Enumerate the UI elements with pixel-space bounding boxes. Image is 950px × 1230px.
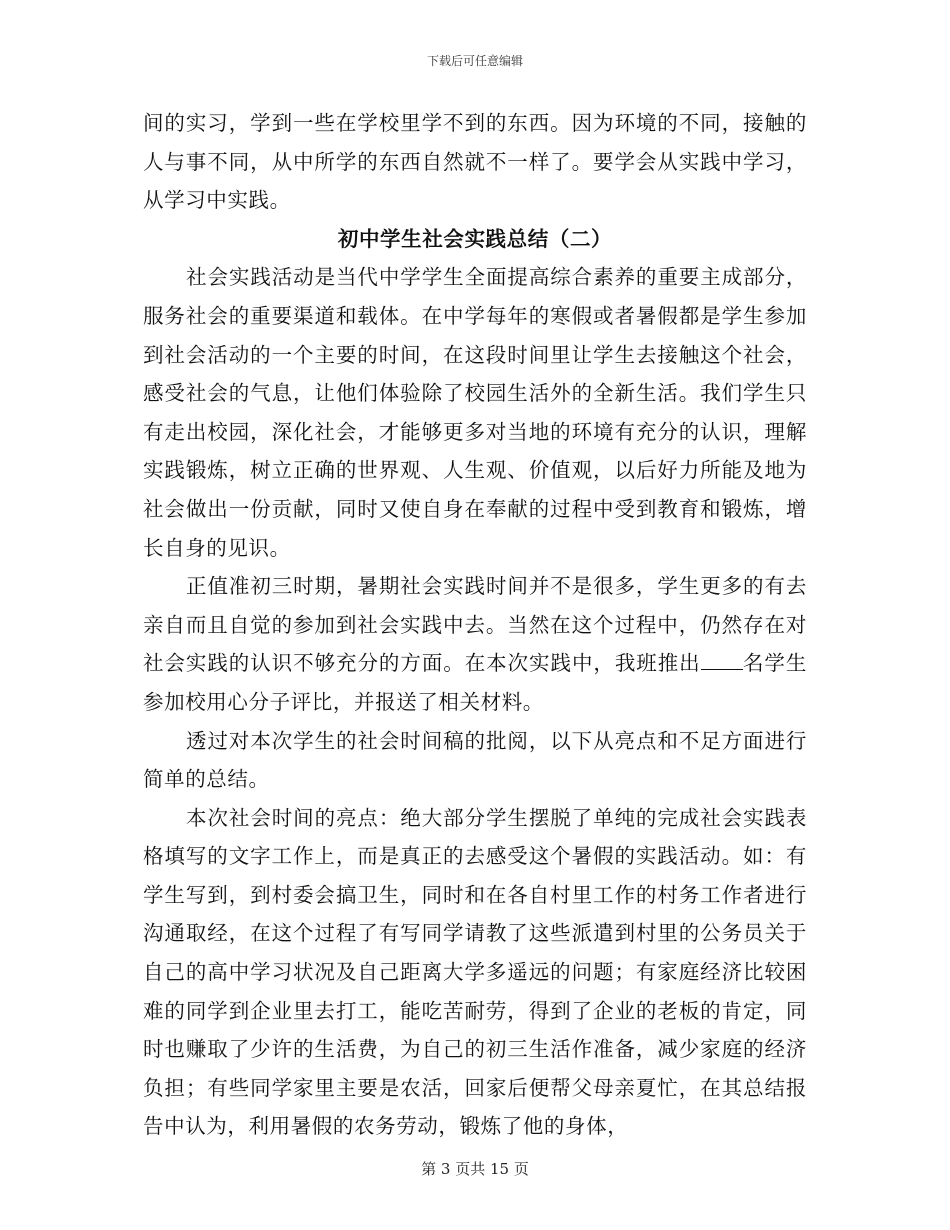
page-header: 下载后可任意编辑: [426, 54, 523, 68]
fill-in-blank: [701, 651, 743, 670]
paragraph-continuation: 间的实习，学到一些在学校里学不到的东西。因为环境的不同，接触的人与事不同，从中所学的东西自然就不一样了。要学会从实践中学习，从学习中实践。: [143, 111, 807, 213]
page-footer: 第 3 页共 15 页: [421, 1160, 529, 1178]
paragraph-period-text-end: 名学生参加校用心分子评比，并报送了相关材料。: [143, 651, 807, 714]
paragraph-highlights: 本次社会时间的亮点：绝大部分学生摆脱了单纯的完成社会实践表格填写的文字工作上，而是真正的去感受这个暑假的实践活动。如：有学生写到，到村委会搞卫生，同时和在各自村里工作的村务工作者进行沟通取经，在这个过程了有写同学请教了这些派遣到村里的公务员关于自己的高中学习状况及自己距离大学多遥远的问题；有家庭经济比较困难的同学到企业里去打工，能吃苦耐劳，得到了企业的老板的肯定，同时也赚取了少许的生活费，为自己的初三生活作准备，减少家庭的经济负担；有些同学家里主要是农活，回家后便帮父母亲夏忙，在其总结报告中认为，利用暑假的农务劳动，锻炼了他的身体，: [143, 805, 807, 1139]
paragraph-intro: 社会实践活动是当代中学学生全面提高综合素养的重要主成部分，服务社会的重要渠道和载体。在中学每年的寒假或者暑假都是学生参加到社会活动的一个主要的时间，在这段时间里让学生去接触这个社会，感受社会的气息，让他们体验除了校园生活外的全新生活。我们学生只有走出校园，深化社会，才能够更多对当地的环境有充分的认识，理解实践锻炼，树立正确的世界观、人生观、价值观，以后好力所能及地为社会做出一份贡献，同时又使自身在奉献的过程中受到教育和锻炼，增长自身的见识。: [143, 265, 807, 560]
paragraph-review: 透过对本次学生的社会时间稿的批阅，以下从亮点和不足方面进行简单的总结。: [143, 728, 807, 792]
paragraph-period-text: 正值准初三时期，暑期社会实践时间并不是很多，学生更多的有去亲自而且自觉的参加到社会实践中去。当然在这个过程中，仍然存在对社会实践的认识不够充分的方面。在本次实践中，我班推出: [143, 574, 807, 676]
section-title: 初中学生社会实践总结（二）: [337, 226, 613, 251]
document-body: [143, 104, 807, 1146]
paragraph-period: [143, 567, 807, 721]
